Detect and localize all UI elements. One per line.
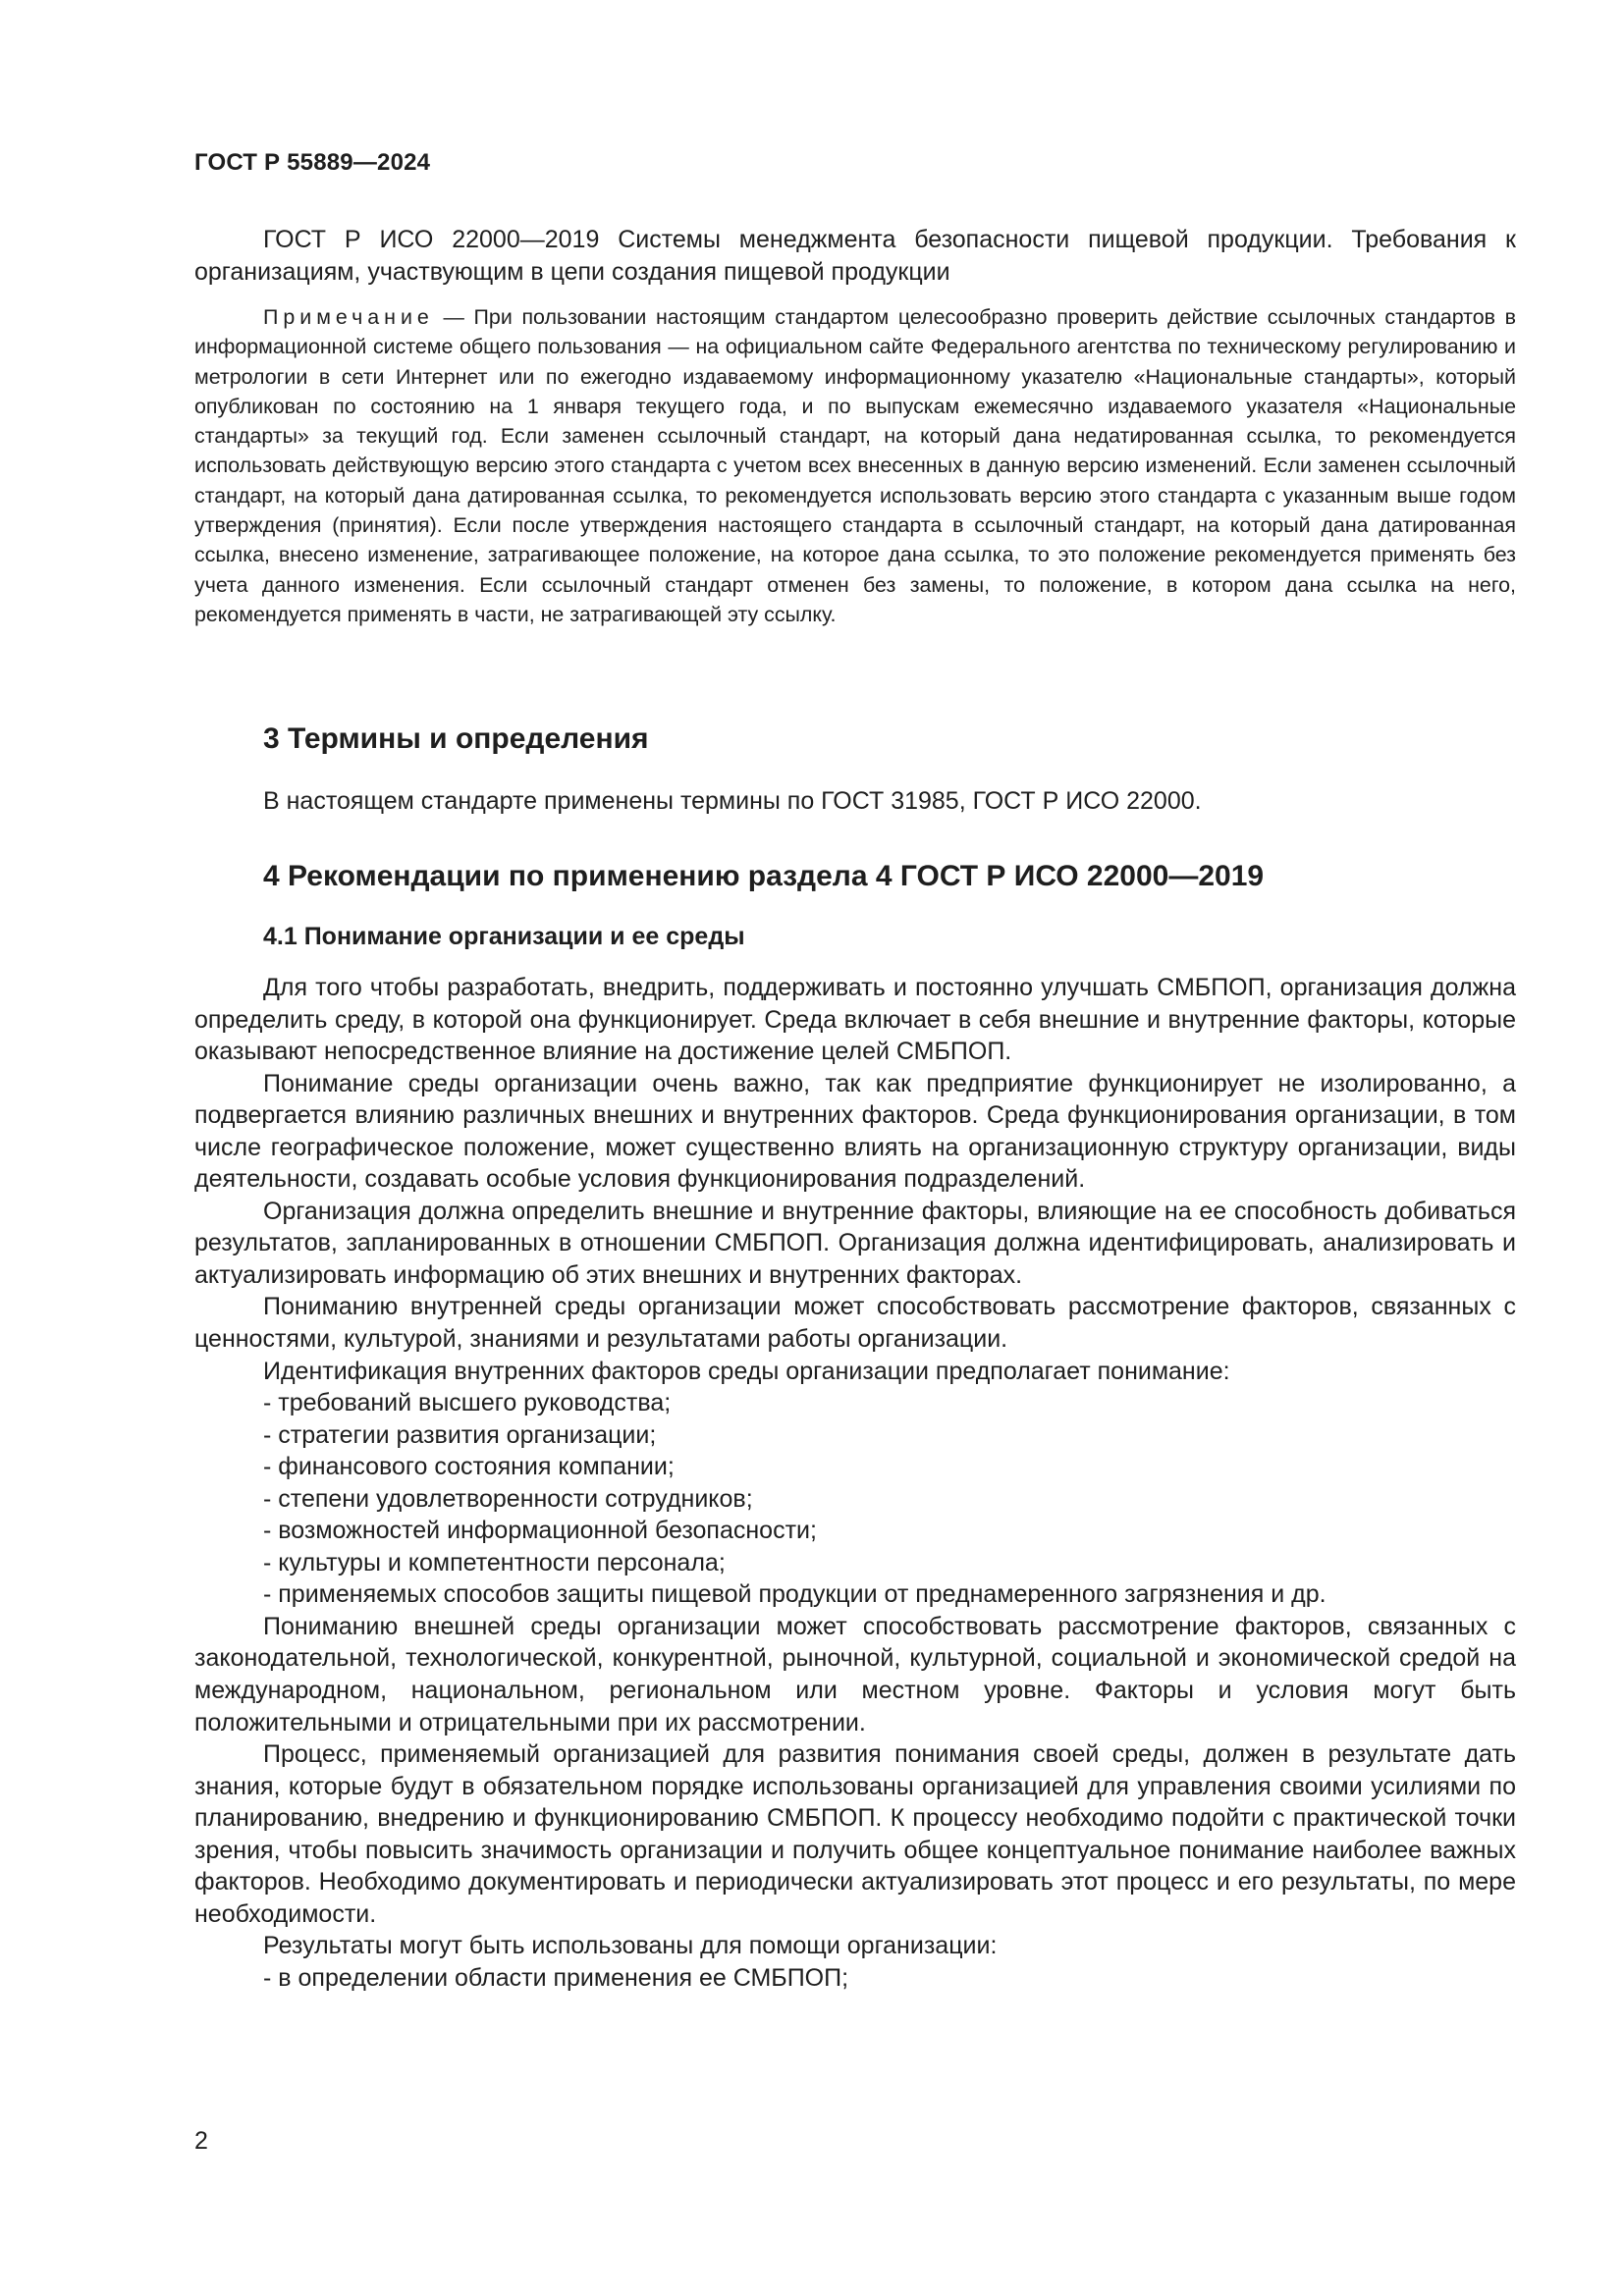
paragraph: Идентификация внутренних факторов среды организации предполагает понимание:: [263, 1357, 1230, 1385]
list-item: - стратегии развития организации;: [263, 1420, 657, 1449]
standard-header: ГОСТ Р 55889—2024: [194, 149, 431, 176]
list-item: - финансового состояния компании;: [263, 1453, 675, 1481]
page-number: 2: [194, 2127, 208, 2155]
list-item: - применяемых способов защиты пищевой продукции от преднамеренного загрязнения и др.: [263, 1580, 1326, 1609]
list-item: - степени удовлетворенности сотрудников;: [263, 1484, 753, 1513]
list-item: - возможностей информационной безопасности;: [263, 1517, 817, 1545]
paragraph: Организация должна определить внешние и внутренние факторы, влияющие на ее способность добиваться результатов, запланированных в отношении СМБПОП. Организация должна идентифицировать, анализировать и актуализировать информацию об этих внешних и внутренних факторах.: [194, 1197, 1516, 1289]
paragraph: Процесс, применяемый организацией для развития понимания своей среды, должен в результате дать знания, которые будут в обязательном порядке использованы организацией для управления своими усилиями по планированию, внедрению и функционированию СМБПОП. К процессу необходимо подойти с практической точки зрения, чтобы повысить значимость организации и получить общее концептуальное понимание наиболее важных факторов. Необходимо документировать и периодически актуализировать этот процесс и его результаты, по мере необходимости.: [194, 1740, 1516, 1928]
paragraph: Понимание среды организации очень важно, так как предприятие функционирует не изолированно, а подвергается влиянию различных внешних и внутренних факторов. Среда функционирования организации, в том числе географическое положение, может существенно влиять на организационную структуру организации, виды деятельности, создавать особые условия функционирования подразделений.: [194, 1069, 1516, 1194]
reference-entry: [194, 224, 1516, 289]
list-item: - культуры и компетентности персонала;: [263, 1548, 726, 1576]
note-text: — При пользовании настоящим стандартом целесообразно проверить действие ссылочных стандартов в информационной системе общего пользования — на официальном сайте Федерального агентства по техническому регулированию и метрологии в сети Интернет или по ежегодно издаваемому информационному указателю «Национальные стандарты», который опубликован по состоянию на 1 января текущего года, и по выпускам ежемесячно издаваемого указателя «Национальные стандарты» за текущий год. Если заменен ссылочный стандарт, на который дана недатированная ссылка, то рекомендуется использовать действующую версию этого стандарта с учетом всех внесенных в данную версию изменений. Если заменен ссылочный стандарт, на который дана датированная ссылка, то рекомендуется использовать версию этого стандарта с указанным выше годом утверждения (принятия). Если после утверждения настоящего стандарта в ссылочный стандарт, на который дана датированная ссылка, внесено изменение, затрагивающее положение, на которое дана ссылка, то это положение рекомендуется применять без учета данного изменения. Если ссылочный стандарт отменен без замены, то положение, в котором дана ссылка на него, рекомендуется применять в части, не затрагивающей эту ссылку.: [194, 305, 1516, 626]
note-paragraph: [194, 302, 1516, 629]
paragraph: Для того чтобы разработать, внедрить, поддерживать и постоянно улучшать СМБПОП, организация должна определить среду, в которой она функционирует. Среда включает в себя внешние и внутренние факторы, которые оказывают непосредственное влияние на достижение целей СМБПОП.: [194, 974, 1516, 1066]
section-4-1-body: [194, 972, 1516, 1995]
section-3-heading: 3 Термины и определения: [263, 722, 649, 755]
note-block: [194, 302, 1516, 629]
note-label: Примечание: [263, 305, 434, 329]
list-item: - требований высшего руководства;: [263, 1389, 672, 1417]
subsection-4-1-heading: 4.1 Понимание организации и ее среды: [263, 923, 745, 950]
list-item: - в определении области применения ее СМБПОП;: [263, 1963, 849, 1992]
section-3-text: В настоящем стандарте применены термины по ГОСТ 31985, ГОСТ Р ИСО 22000.: [263, 787, 1202, 815]
paragraph: Результаты могут быть использованы для помощи организации:: [263, 1932, 998, 1960]
paragraph: Пониманию внутренней среды организации может способствовать рассмотрение факторов, связанных с ценностями, культурой, знаниями и результатами работы организации.: [194, 1293, 1516, 1354]
section-4-heading: 4 Рекомендации по применению раздела 4 ГОСТ Р ИСО 22000—2019: [263, 860, 1265, 892]
reference-text: ГОСТ Р ИСО 22000—2019 Системы менеджмента безопасности пищевой продукции. Требования к организациям, участвующим в цепи создания пищевой продукции: [194, 226, 1516, 286]
paragraph: Пониманию внешней среды организации может способствовать рассмотрение факторов, связанных с законодательной, технологической, конкурентной, рыночной, культурной, социальной и экономической средой на международном, национальном, региональном или местном уровне. Факторы и условия могут быть положительными и отрицательными при их рассмотрении.: [194, 1612, 1516, 1736]
